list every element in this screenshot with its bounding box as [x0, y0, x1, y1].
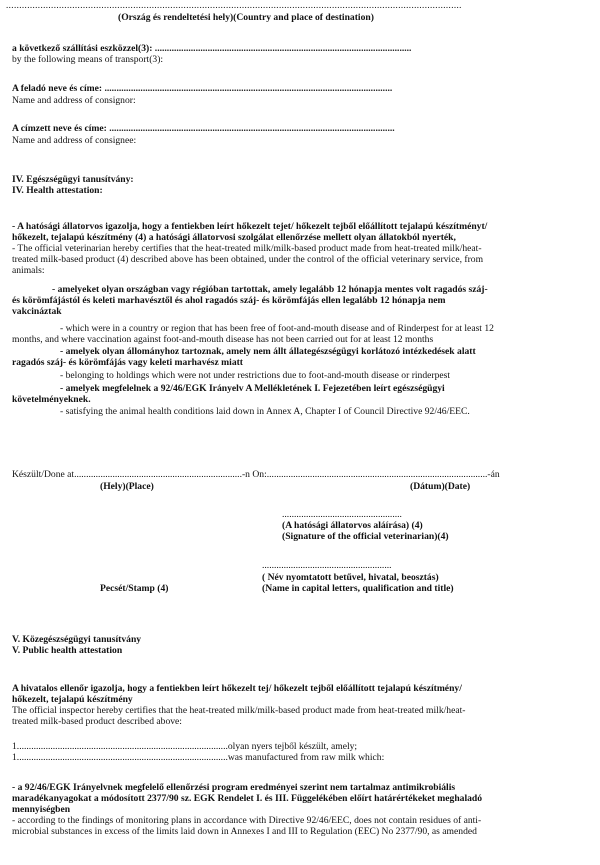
- done-at-line: Készült/Done at......................................................................-n On:............................................................................................-án: [12, 469, 500, 480]
- transport-hu: a következő szállítási eszközzel(3): ...........................................................................................................: [12, 43, 412, 54]
- place-label: (Hely)(Place): [100, 481, 154, 492]
- destination-label: (Ország és rendeltetési hely)(Country and place of destination): [118, 12, 374, 23]
- inspector-en-line2: treated milk-based product described above:: [12, 716, 182, 727]
- bullet1-hu-line1: - amelyeket olyan országban vagy régióban tartottak, amely legalább 12 hónapja mentes volt ragadós száj-: [52, 284, 488, 295]
- residues-hu-line3: mennyiségben: [12, 804, 71, 815]
- inspector-en-line1: The official inspector hereby certifies that the heat-treated milk/milk-based product made from heat-treated milk/heat-: [12, 705, 466, 716]
- consignee-en: Name and address of consignee:: [12, 135, 137, 146]
- signature-dots: ..................................................: [282, 509, 402, 520]
- public-health-heading-en: V. Public health attestation: [12, 645, 123, 656]
- bullet1-hu-line2: és körömfájástól és keleti marhavésztől és ahol ragadós száj- és körömfájás ellen legalább 12 hónapja nem: [12, 295, 446, 306]
- top-dotted-line: ............................................................................................................................................................................: [6, 0, 462, 10]
- name-hu: ( Név nyomtatott betűvel, hivatal, beosztás): [262, 572, 439, 583]
- health-heading-en: IV. Health attestation:: [12, 185, 103, 196]
- name-dots: ......................................................: [262, 560, 392, 571]
- raw-milk-en: 1........................................................................................was manufactured from raw milk which:: [12, 752, 385, 763]
- residues-en-line1: - according to the findings of monitoring plans in accordance with Directive 92/46/EEC, does not contain residues of anti-: [12, 815, 482, 826]
- bullet1-en-line2: months, and where vaccination against foot-and-mouth disease has not been carried out for at least 12 months: [12, 334, 434, 345]
- attestation-en-line1: - The official veterinarian hereby certifies that the heat-treated milk/milk-based product made from heat-treated milk/heat-: [12, 243, 482, 254]
- bullet1-en-line1: - which were in a country or region that has been free of foot-and-mouth disease and of Rinderpest for at least 12: [60, 323, 494, 334]
- attestation-hu-line1: - A hatósági állatorvos igazolja, hogy a fentiekben leírt hőkezelt tejet/ hőkezelt tejből előállított tejalapú készítményt/: [12, 221, 488, 232]
- public-health-heading-hu: V. Közegészségügyi tanusítvány: [12, 634, 142, 645]
- residues-hu-line2: maradékanyagokat a módosított 2377/90 sz. EGK Rendelet I. és III. Függelékében előírt határértékeket meghaladó: [12, 793, 483, 804]
- bullet2-hu-line2: ragadós száj- és körömfájás vagy keleti marhavész miatt: [12, 357, 244, 368]
- signature-hu: (A hatósági állatorvos aláírása) (4): [282, 520, 423, 531]
- name-en: (Name in capital letters, qualification and title): [262, 583, 454, 594]
- date-label: (Dátum)(Date): [410, 481, 471, 492]
- residues-en-line2: microbial substances in excess of the limits laid down in Annexes I and III to Regulation (EEC) No 2377/90, as amended: [12, 826, 477, 837]
- bullet2-en: - belonging to holdings which were not under restrictions due to foot-and-mouth disease or rinderpest: [60, 370, 451, 381]
- consignor-en: Name and address of consignor:: [12, 95, 136, 106]
- bullet1-hu-line3: vakcináztak: [12, 306, 62, 317]
- transport-en: by the following means of transport(3):: [12, 54, 164, 65]
- health-heading-hu: IV. Egészségügyi tanusítvány:: [12, 174, 134, 185]
- residues-hu-line1: - a 92/46/EGK Irányelvnek megfelelő ellenőrzési program eredményei szerint nem tartalmaz antimikrobiális: [12, 782, 456, 793]
- signature-en: (Signature of the official veterinarian)(4): [282, 531, 449, 542]
- consignee-hu: A címzett neve és címe: .......................................................................................................................: [12, 123, 395, 134]
- consignor-hu: A feladó neve és címe: ........................................................................................................................: [12, 83, 393, 94]
- raw-milk-hu: 1........................................................................................olyan nyers tejből készült, amely;: [12, 741, 358, 752]
- inspector-hu-line2: hőkezelt, tejalapú készítmény: [12, 694, 133, 705]
- attestation-en-line2: treated milk-based product (4) described above has been obtained, under the control of the official veterinary service, from: [12, 254, 484, 265]
- bullet3-en: - satisfying the animal health conditions laid down in Annex A, Chapter I of Council Directive 92/46/EEC.: [60, 406, 470, 417]
- bullet3-hu-line2: követelményeknek.: [12, 394, 91, 405]
- bullet2-hu-line1: - amelyek olyan állományhoz tartoznak, amely nem állt állategészségügyi korlátozó intézkedések alatt: [60, 346, 476, 357]
- stamp-label: Pecsét/Stamp (4): [100, 583, 169, 594]
- attestation-hu-line2: hőkezelt, tejalapú készítmény (4) a hatósági állatorvosi szolgálat ellenőrzése mellett olyan állatokból nyerték,: [12, 232, 456, 243]
- attestation-en-line3: animals:: [12, 265, 45, 276]
- inspector-hu-line1: A hivatalos ellenőr igazolja, hogy a fentiekben leírt hőkezelt tej/ hőkezelt tejből előállított tejalapú készítmény/: [12, 683, 462, 694]
- bullet3-hu-line1: - amelyek megfelelnek a 92/46/EGK Irányelv A Mellékletének I. Fejezetében leírt egészségügyi: [60, 383, 445, 394]
